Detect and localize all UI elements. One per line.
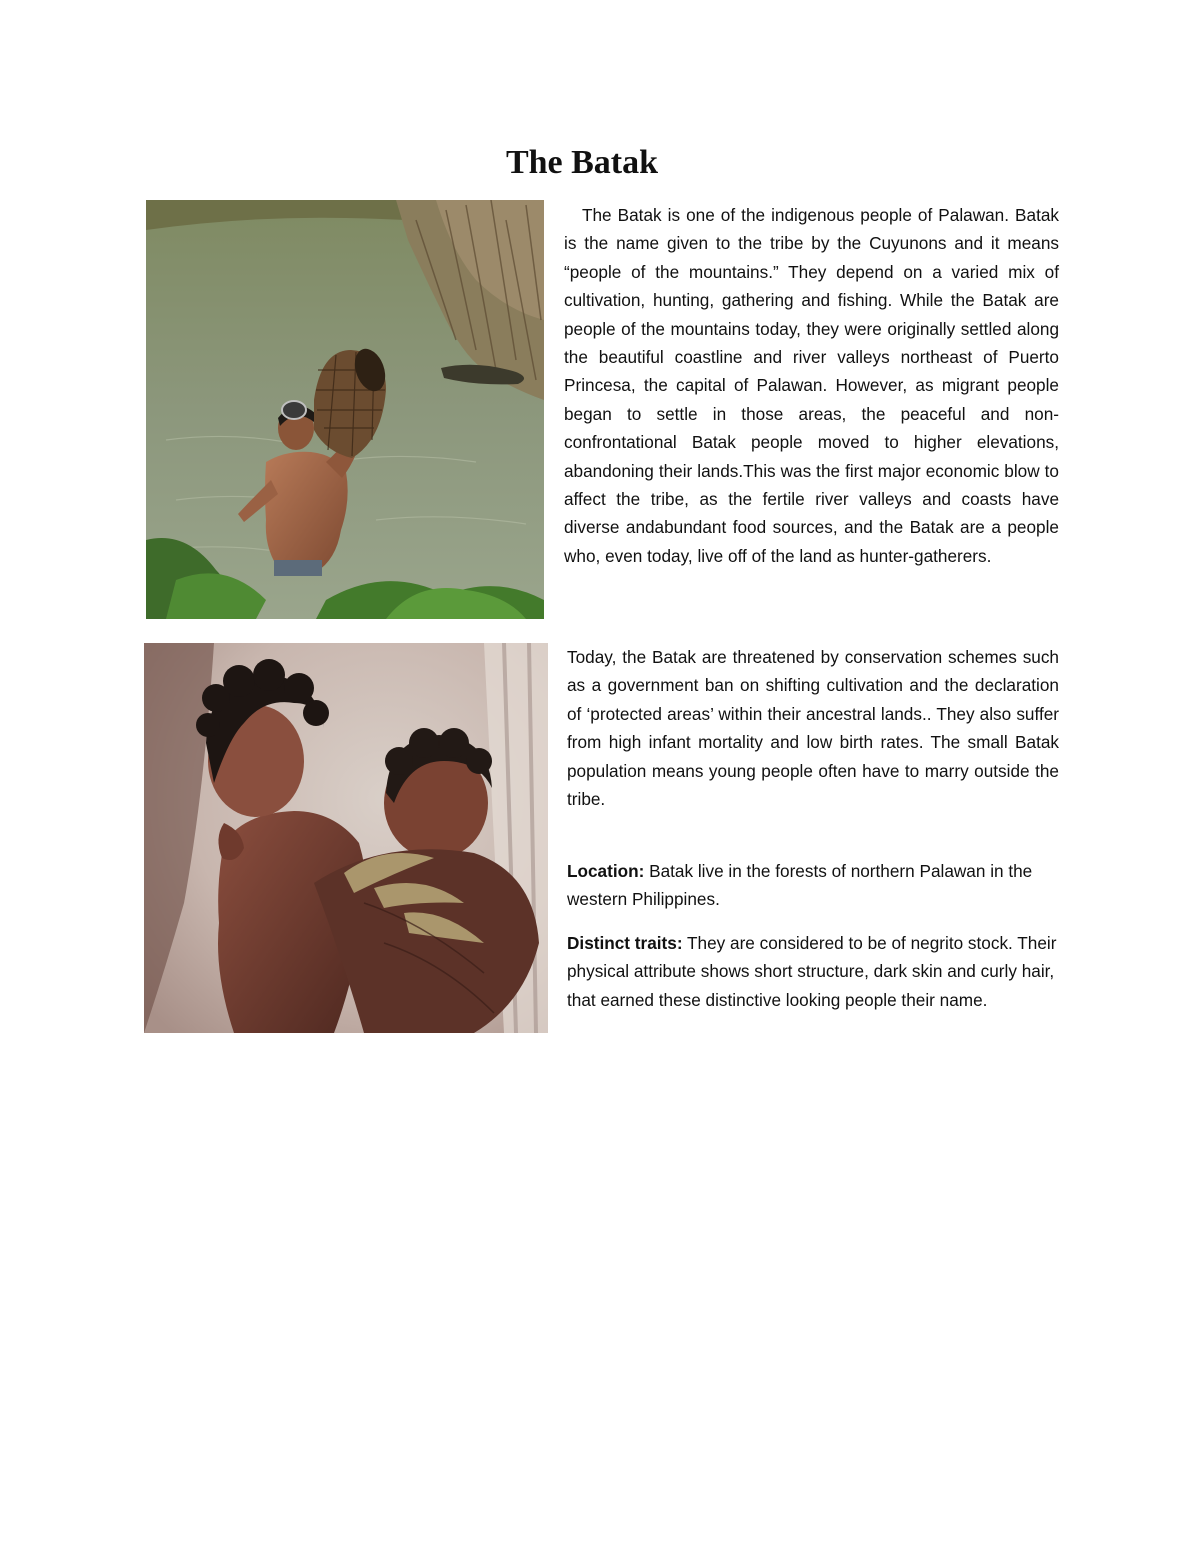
location-label: Location: [567, 861, 645, 881]
river-photo [146, 200, 544, 619]
threats-paragraph [567, 643, 1059, 813]
traits-line [567, 929, 1059, 1014]
traits-label: Distinct traits: [567, 933, 683, 953]
intro-paragraph [564, 201, 1059, 570]
page-title: The Batak [505, 144, 659, 181]
traits-paragraph [567, 929, 1059, 1014]
intro-text: The Batak is one of the indigenous people of Palawan. Batak is the name given to the tribe by the Cuyunons and it means “people of the mountains.” They depend on a varied mix of cultivation, hunting, gathering and fishing. While the Batak are people of the mountains today, they were originally settled along the beautiful coastline and river valleys northeast of Puerto Princesa, the capital of Palawan. However, as migrant people began to settle in those areas, the peaceful and non-confrontational Batak people moved to higher elevations, abandoning their lands.This was the first major economic blow to affect the tribe, as the fertile river valleys and coasts have diverse andabundant food sources, and the Batak are a people who, even today, live off of the land as hunter-gatherers. [564, 205, 1059, 566]
threats-text: Today, the Batak are threatened by conservation schemes such as a government ban on shifting cultivation and the declaration of ‘protected areas’ within their ancestral lands.. They also suffer from high infant mortality and low birth rates. The small Batak population means young people often have to marry outside the tribe. [567, 647, 1059, 810]
location-line [567, 857, 1059, 914]
traits-text: They are considered to be of negrito stock. Their physical attribute shows short structure, dark skin and curly hair, that earned these distinctive looking people their name. [567, 933, 1057, 1010]
location-paragraph [567, 857, 1059, 914]
children-photo [144, 643, 548, 1033]
location-text: Batak live in the forests of northern Palawan in the western Philippines. [567, 861, 1033, 910]
